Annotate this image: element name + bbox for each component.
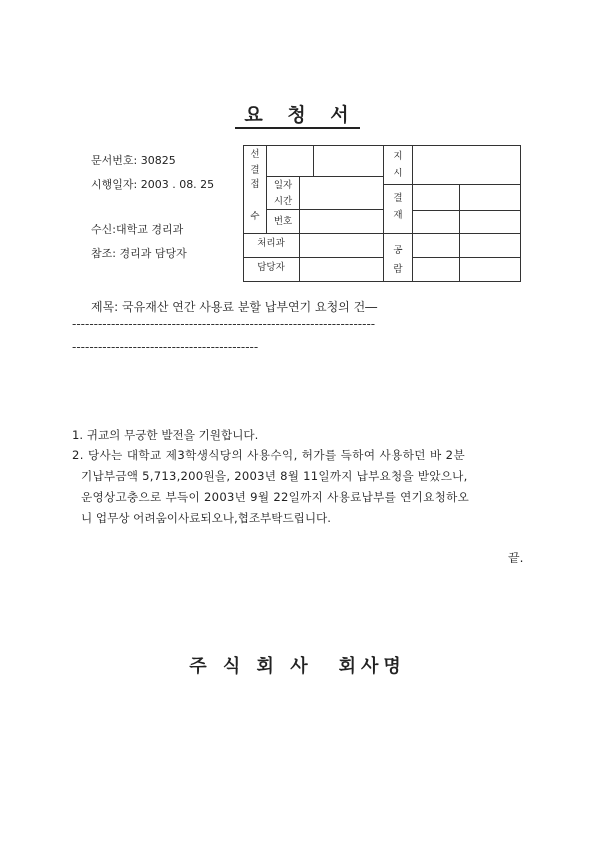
label-jeop: 접 — [250, 179, 260, 190]
company-signature — [0, 652, 595, 678]
recipient: 수신:대학교 경리과 — [91, 223, 184, 236]
body-line-5: 니 업무상 어려움이사료되오나,협조부탁드립니다. — [81, 511, 331, 525]
label-ram: 람 — [393, 264, 403, 275]
label-gong: 공 — [393, 245, 403, 256]
label-ji: 지 — [393, 151, 403, 162]
divider-dashes-2: ------------------------------------------- — [72, 340, 259, 354]
label-ilja: 일자 — [273, 180, 293, 191]
divider-dashes-1: ---------------------------------------------------------------------- — [72, 317, 376, 331]
approval-box — [243, 145, 521, 282]
body-line-2: 2. 당사는 대학교 제3학생식당의 사용수익, 허가를 득하여 사용하던 바 2분 — [72, 448, 466, 462]
label-damdangja: 담당자 — [257, 262, 285, 273]
body-line-1: 1. 귀교의 무궁한 발전을 기원합니다. — [72, 428, 259, 442]
label-si: 시 — [393, 168, 403, 179]
body-line-4: 운영상고충으로 부득이 2003년 9월 22일까지 사용료납부를 연기요청하오 — [81, 490, 470, 504]
label-cheorigwa: 처리과 — [257, 238, 285, 249]
label-su: 수 — [250, 211, 260, 222]
label-gyeol: 결 — [250, 165, 260, 176]
subject-line: 제목: 국유재산 연간 사용료 분할 납부연기 요청의 건― — [91, 300, 378, 314]
company-prefix: 주 식 회 사 — [189, 656, 313, 677]
reference: 참조: 경리과 담당자 — [91, 247, 187, 260]
label-gyeol2: 결 — [393, 193, 403, 204]
company-name: 회사명 — [338, 656, 406, 677]
end-mark: 끝. — [508, 551, 524, 565]
document-title: 요 청 서 — [0, 100, 595, 127]
label-seon: 선 — [250, 149, 260, 160]
issue-date: 시행일자: 2003 . 08. 25 — [91, 178, 215, 191]
label-sigan: 시간 — [273, 196, 293, 207]
label-jae: 재 — [393, 210, 403, 221]
label-beonho: 번호 — [273, 216, 293, 227]
body-line-3: 기납부금액 5,713,200원을, 2003년 8월 11일까지 납부요청을 받았으나, — [81, 469, 468, 483]
doc-number: 문서번호: 30825 — [91, 154, 176, 167]
